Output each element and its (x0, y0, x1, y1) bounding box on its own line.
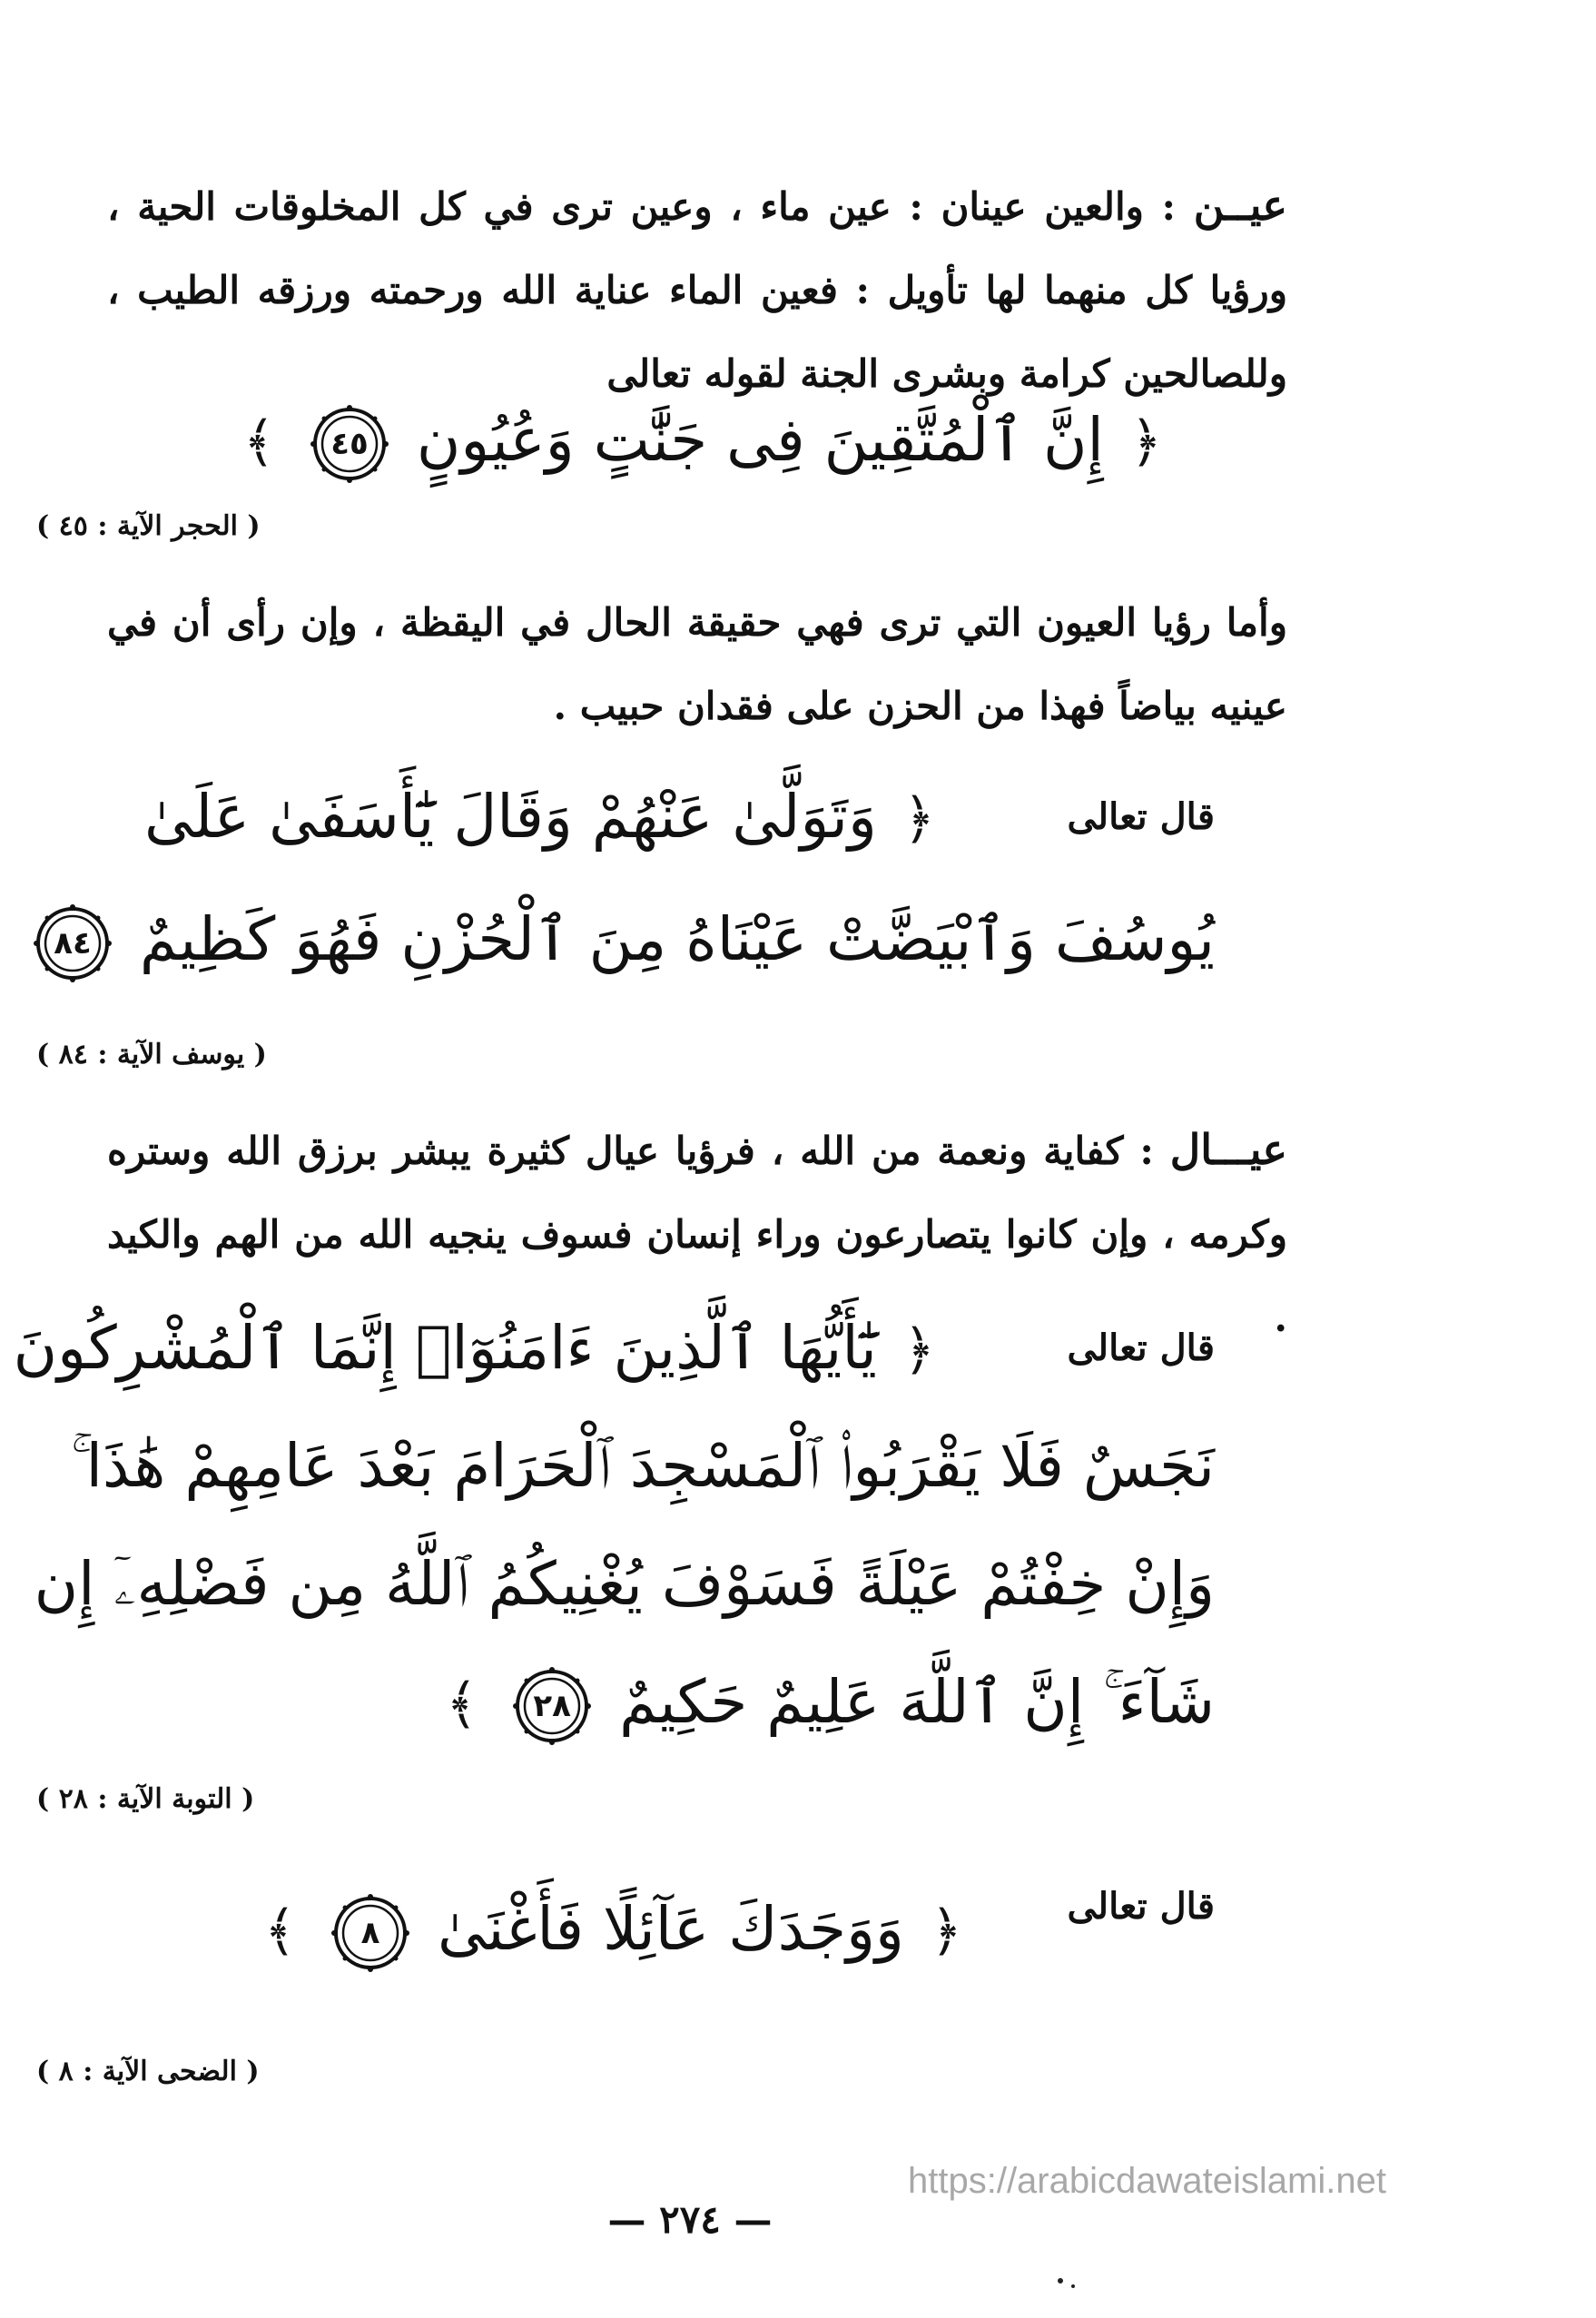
verse-yusuf-line-2 (0, 890, 1215, 991)
verse-close-bracket: ﴾ (446, 1672, 478, 1736)
verse-tawbah-line-2-text: نَجَسٌ فَلَا يَقْرَبُوا۟ ٱلْمَسْجِدَ ٱلْحَرَامَ بَعْدَ عَامِهِمْ هَٰذَا ۚ (71, 1431, 1215, 1501)
verse-open-bracket: ﴿ (902, 787, 935, 851)
ayah-number-marker (310, 405, 389, 483)
verse-yusuf-line-1 (144, 767, 942, 869)
verse-yusuf-line-1-text: وَتَوَلَّىٰ عَنْهُمْ وَقَالَ يَٰٓأَسَفَىٰ عَلَىٰ (143, 782, 877, 852)
verse-hijr-text: إِنَّ ٱلْمُتَّقِينَ فِى جَنَّٰتٍ وَعُيُونٍ (416, 405, 1104, 475)
ayah-number-marker (513, 1667, 591, 1745)
verse-tawbah-line-4 (438, 1652, 1215, 1754)
verse-duha-intro: قال تعالى (1067, 1885, 1215, 1928)
verse-tawbah-line-4-text: شَآءَ ۚ إِنَّ ٱللَّهَ عَلِيمٌ حَكِيمٌ (619, 1667, 1215, 1737)
verse-duha-text: وَوَجَدَكَ عَآئِلًا فَأَغْنَىٰ (437, 1894, 904, 1964)
verse-yusuf-reference: ( يوسف الآية : ٨٤ ) (36, 1039, 267, 1070)
verse-hijr-reference: ( الحجر الآية : ٤٥ ) (36, 510, 261, 542)
paragraph-eyes: وأما رؤيا العيون التي ترى فهي حقيقة الحال في اليقظة ، وإن رأى أن في عينيه بياضاً فهذا من الحزن على فقدان حبيب . (107, 600, 1287, 728)
section-ain (107, 163, 1287, 416)
ayah-number: ٨ (360, 1914, 380, 1951)
section-ayal-text: : كفاية ونعمة من الله ، فرؤيا عيال كثيرة يبشر برزق الله وستره وكرمه ، وإن كانوا يتصارعون وراء إنسان فسوف ينجيه الله من الهم والكيد . (107, 1129, 1287, 1340)
verse-yusuf-line-2-text: يُوسُفَ وَٱبْيَضَّتْ عَيْنَاهُ مِنَ ٱلْحُزْنِ فَهُوَ كَظِيمٌ (139, 904, 1215, 974)
term-ain: عيــن (1193, 181, 1287, 230)
verse-tawbah-reference: ( التوبة الآية : ٢٨ ) (36, 1783, 255, 1815)
term-ayal: عيـــال (1169, 1125, 1287, 1174)
watermark-url: https://arabicdawateislami.net (908, 2161, 1386, 2201)
section-ain-text: : والعين عينان : عين ماء ، وعين ترى في كل المخلوقات الحية ، ورؤيا كل منهما لها تأويل : فعين الماء عناية الله ورحمته ورزقه الطيب ، وللصالحين كرامة وبشرى الجنة لقوله تعالى (107, 184, 1287, 396)
verse-yusuf-intro: قال تعالى (1067, 795, 1215, 838)
verse-tawbah-line-2 (71, 1416, 1215, 1516)
verse-tawbah-intro: قال تعالى (1067, 1327, 1215, 1369)
verse-tawbah-line-3 (34, 1534, 1215, 1634)
page-number: — ٢٧٤ — (607, 2197, 773, 2242)
verse-tawbah-line-1-text: يَٰٓأَيُّهَا ٱلَّذِينَ ءَامَنُوٓا۟ إِنَّمَا ٱلْمُشْرِكُونَ (13, 1313, 877, 1383)
ayah-number: ٤٥ (330, 425, 369, 462)
verse-duha-reference: ( الضحى الآية : ٨ ) (36, 2056, 260, 2087)
verse-close-bracket: ﴾ (242, 410, 275, 474)
verse-tawbah-line-3-text: وَإِنْ خِفْتُمْ عَيْلَةً فَسَوْفَ يُغْنِيكُمُ ٱللَّهُ مِن فَضْلِهِۦٓ إِن (34, 1549, 1215, 1619)
ayah-number: ٨٤ (54, 924, 92, 962)
ayah-number-marker (331, 1894, 409, 1972)
verse-open-bracket: ﴿ (1129, 410, 1162, 474)
scan-speck-icon (1053, 2270, 1089, 2297)
verse-open-bracket: ﴿ (902, 1318, 935, 1382)
verse-close-bracket: ﴾ (263, 1899, 296, 1963)
verse-hijr (236, 390, 1169, 492)
verse-duha (257, 1879, 970, 1981)
ayah-number-marker (34, 904, 112, 982)
verse-tawbah-line-1 (14, 1298, 942, 1400)
verse-open-bracket: ﴿ (930, 1899, 962, 1963)
ayah-number: ٢٨ (533, 1687, 571, 1724)
